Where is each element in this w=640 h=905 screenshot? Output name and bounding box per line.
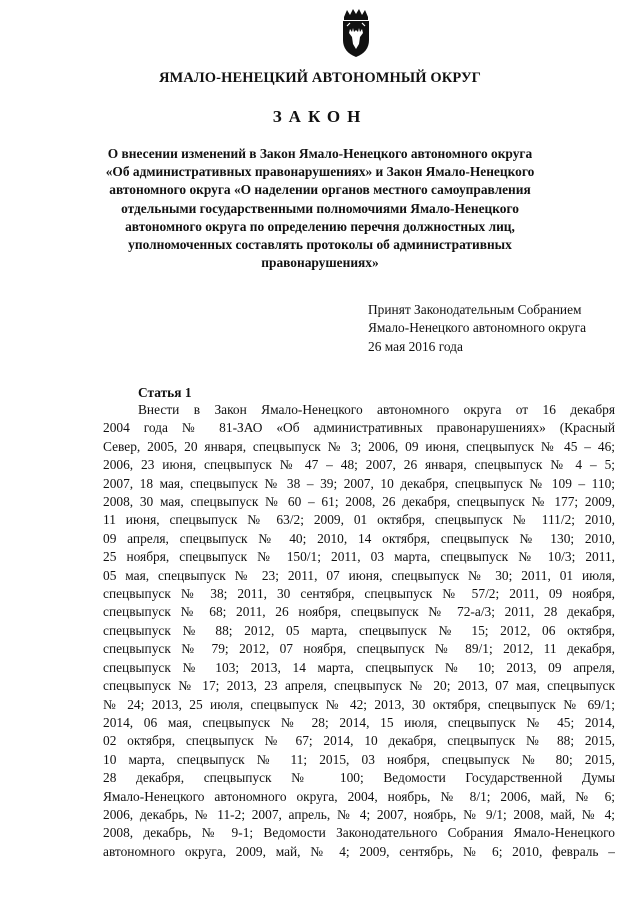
- body-line: спецвыпуск № 17; 2013, 23 апреля, спецвыпуск № 20; 2013, 07 мая, спецвыпуск: [103, 678, 615, 694]
- body-line: Ямало-Ненецкого автономного округа, 2004, ноябрь, № 8/1; 2006, май, № 6;: [103, 788, 615, 804]
- law-title-line: автономного округа по определению перечня должностных лиц,: [125, 218, 515, 234]
- body-line: автономного округа, 2009, май, № 4; 2009, сентябрь, № 6; 2010, февраль –: [103, 843, 615, 859]
- law-title: [100, 145, 540, 272]
- article-body: [103, 401, 615, 861]
- body-line: 2014, 06 мая, спецвыпуск № 28; 2014, 15 июля, спецвыпуск № 45; 2014,: [103, 714, 615, 730]
- body-line: Внести в Закон Ямало-Ненецкого автономного округа от 16 декабря: [138, 402, 615, 417]
- law-title-line: автономного округа «О наделении органов местного самоуправления: [109, 182, 531, 198]
- body-line: 09 апреля, спецвыпуск № 40; 2010, 14 октября, спецвыпуск № 130; 2010,: [103, 530, 615, 546]
- body-line: спецвыпуск № 38; 2011, 30 сентября, спецвыпуск № 57/2; 2011, 09 ноября,: [103, 586, 615, 602]
- law-title-line: уполномоченных составлять протоколы об административных: [128, 237, 512, 253]
- body-line: 02 октября, спецвыпуск № 67; 2014, 10 декабря, спецвыпуск № 88; 2015,: [103, 733, 615, 749]
- body-line: 25 ноября, спецвыпуск № 150/1; 2011, 03 марта, спецвыпуск № 10/3; 2011,: [103, 549, 615, 565]
- adoption-date: 26 мая 2016 года: [368, 338, 463, 354]
- document-type: ЗАКОН: [272, 107, 368, 126]
- law-title-line: правонарушениях»: [261, 255, 379, 271]
- article-heading: Статья 1: [138, 385, 192, 400]
- body-line: 2006, 23 июня, спецвыпуск № 47 – 48; 2007, 26 января, спецвыпуск № 4 – 5;: [103, 457, 615, 473]
- body-line: спецвыпуск № 68; 2011, 26 ноября, спецвыпуск № 72-а/3; 2011, 28 декабря,: [103, 604, 615, 620]
- adoption-line: Ямало-Ненецкого автономного округа: [368, 320, 587, 336]
- law-title-line: О внесении изменений в Закон Ямало-Ненецкого автономного округа: [107, 146, 533, 161]
- adoption-line: Принят Законодательным Собранием: [368, 302, 582, 317]
- adoption-note: [368, 301, 586, 356]
- body-line: 10 марта, спецвыпуск № 11; 2015, 03 ноября, спецвыпуск № 80; 2015,: [103, 751, 615, 767]
- law-title-line: «Об административных правонарушениях» и Закон Ямало-Ненецкого: [105, 164, 535, 180]
- body-line: 2004 года № 81-ЗАО «Об административных правонарушениях» (Красный: [103, 420, 615, 436]
- body-line: спецвыпуск № 79; 2012, 07 ноября, спецвыпуск № 89/1; 2012, 11 декабря,: [103, 641, 615, 657]
- body-line: 2008, 30 мая, спецвыпуск № 60 – 61; 2008, 26 декабря, спецвыпуск № 177; 2009,: [103, 494, 615, 510]
- body-line: 28 декабря, спецвыпуск № 100; Ведомости Государственной Думы: [103, 770, 615, 786]
- body-line: 2007, 18 мая, спецвыпуск № 38 – 39; 2007, 10 декабря, спецвыпуск № 109 – 110;: [103, 475, 615, 491]
- body-line: 05 мая, спецвыпуск № 23; 2011, 07 июня, спецвыпуск № 30; 2011, 01 июля,: [103, 567, 615, 583]
- body-line: спецвыпуск № 88; 2012, 05 марта, спецвыпуск № 15; 2012, 06 октября,: [103, 622, 615, 638]
- body-line: Север, 2005, 20 января, спецвыпуск № 3; 2006, 09 июня, спецвыпуск № 45 – 46;: [103, 438, 615, 454]
- law-title-line: отдельными государственными полномочиями Ямало-Ненецкого: [121, 200, 519, 216]
- body-line: 2006, декабрь, № 11-2; 2007, апрель, № 4; 2007, ноябрь, № 9/1; 2008, май, № 4;: [103, 806, 615, 822]
- body-line: 2008, декабрь, № 9-1; Ведомости Законодательного Собрания Ямало-Ненецкого: [103, 825, 615, 841]
- body-line: 11 июня, спецвыпуск № 63/2; 2009, 01 октября, спецвыпуск № 111/2; 2010,: [103, 512, 615, 528]
- yamal-coat-of-arms-icon: [338, 8, 374, 58]
- body-line: № 24; 2013, 25 июля, спецвыпуск № 42; 2013, 30 октября, спецвыпуск № 69/1;: [103, 696, 615, 712]
- region-name: ЯМАЛО-НЕНЕЦКИЙ АВТОНОМНЫЙ ОКРУГ: [158, 70, 482, 86]
- body-line: спецвыпуск № 103; 2013, 14 марта, спецвыпуск № 10; 2013, 09 апреля,: [103, 659, 615, 675]
